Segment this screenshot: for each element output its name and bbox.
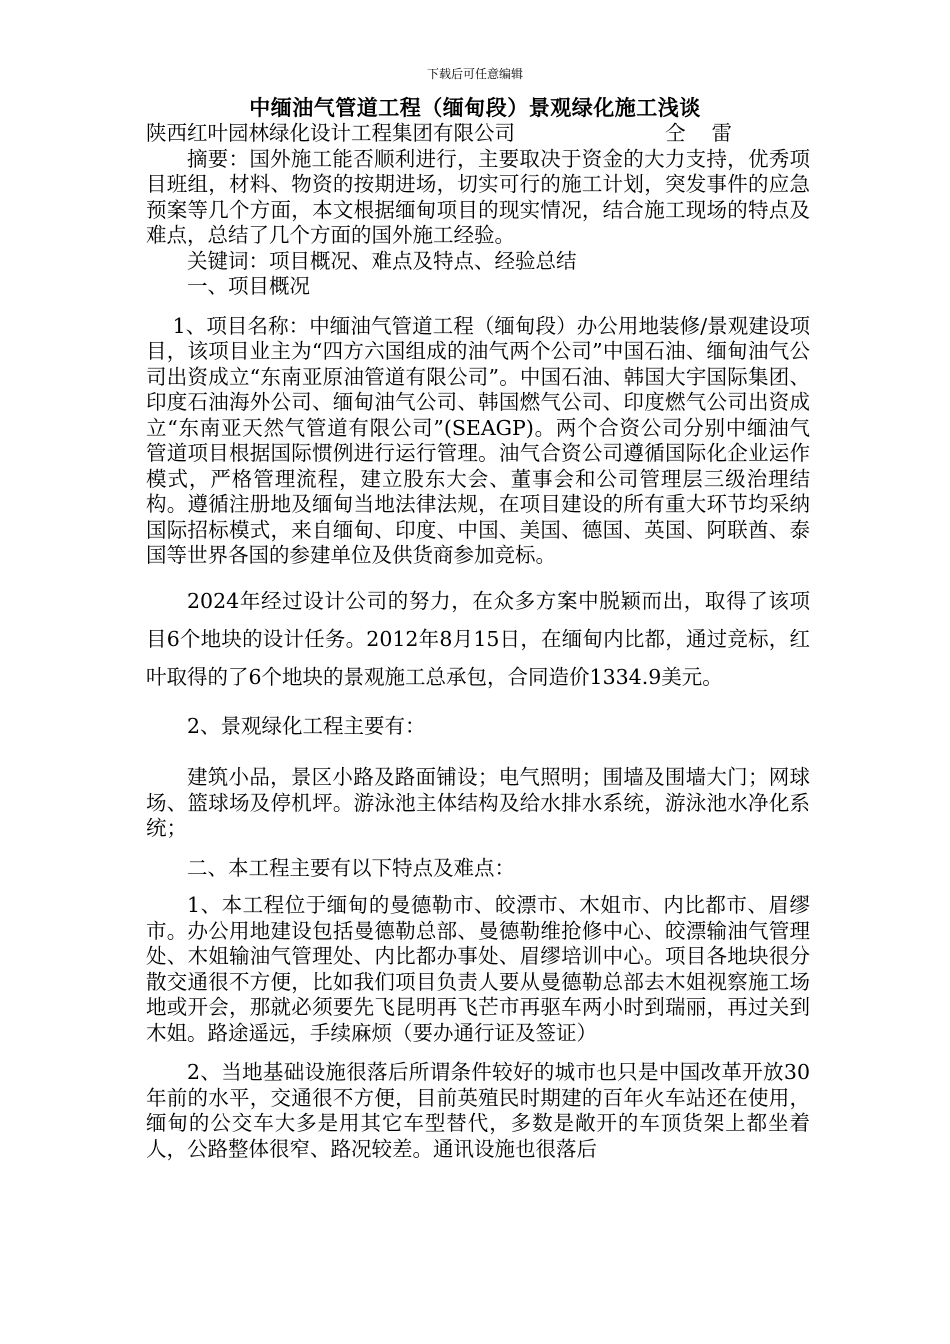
paragraph-location: 1、本工程位于缅甸的曼德勒市、皎漂市、木姐市、内比都市、眉缪市。办公用地建设包括曼德勒总部、曼德勒维抢修中心、皎漂输油气管理处、木姐输油气管理处、内比都办事处、眉缪培训中心。项目各地块很分散交通很不方便，比如我们项目负责人要从曼德勒总部去木姐视察施工场地或开会，那就必须要先飞昆明再飞芒市再驱车两小时到瑞丽，再过关到木姐。路途遥远，手续麻烦（要办通行证及签证） xyxy=(146,893,810,1045)
paragraph-works-list: 建筑小品，景区小路及路面铺设；电气照明；围墙及围墙大门；网球场、篮球场及停机坪。游泳池主体结构及给水排水系统，游泳池水净化系统； xyxy=(146,765,810,840)
page-header: 下载后可任意编辑 xyxy=(426,67,523,81)
paragraph-works-heading: 2、景观绿化工程主要有： xyxy=(187,713,426,738)
author-line xyxy=(146,121,810,147)
author-name: 仝雷 xyxy=(665,121,758,145)
section-heading-1: 一、项目概况 xyxy=(187,274,310,298)
document-body xyxy=(146,121,810,1162)
section-heading-2: 二、本工程主要有以下特点及难点： xyxy=(187,855,515,880)
abstract-paragraph: 摘要：国外施工能否顺利进行，主要取决于资金的大力支持，优秀项目班组，材料、物资的按期进场，切实可行的施工计划，突发事件的应急预案等几个方面，本文根据缅甸项目的现实情况，结合施工现场的特点及难点，总结了几个方面的国外施工经验。 xyxy=(146,146,810,247)
keywords-line: 关键词：项目概况、难点及特点、经验总结 xyxy=(187,248,577,273)
organization: 陕西红叶园林绿化设计工程集团有限公司 xyxy=(146,121,515,145)
paragraph-infrastructure: 2、当地基础设施很落后所谓条件较好的城市也只是中国改革开放30年前的水平，交通很不方便，目前英殖民时期建的百年火车站还在使用，缅甸的公交车大多是用其它车型替代，多数是敞开的车顶货架上都坐着人，公路整体很窄、路况较差。通讯设施也很落后 xyxy=(146,1060,810,1161)
document-title: 中缅油气管道工程（缅甸段）景观绿化施工浅谈 xyxy=(249,95,701,120)
paragraph-project-name: 1、项目名称：中缅油气管道工程（缅甸段）办公用地装修/景观建设项目，该项目业主为“四方六国组成的油气两个公司”中国石油、缅甸油气公司出资成立“东南亚原油管道有限公司”。中国石油、韩国大宇国际集团、印度石油海外公司、缅甸油气公司、韩国燃气公司、印度燃气公司出资成立“东南亚天然气管道有限公司”(SEAGP)。两个合资公司分别中缅油气管道项目根据国际惯例进行运行管理。油气合资公司遵循国际化企业运作模式，严格管理流程，建立股东大会、董事会和公司管理层三级治理结构。遵循注册地及缅甸当地法律法规，在项目建设的所有重大环节均采纳国际招标模式，来自缅甸、印度、中国、美国、德国、英国、阿联酋、泰国等世界各国的参建单位及供货商参加竞标。 xyxy=(146,313,810,567)
paragraph-design-award: 2024年经过设计公司的努力，在众多方案中脱颖而出，取得了该项目6个地块的设计任务。2012年8月15日，在缅甸内比都，通过竞标，红叶取得的了6个地块的景观施工总承包，合同造价1334.9美元。 xyxy=(146,588,810,689)
